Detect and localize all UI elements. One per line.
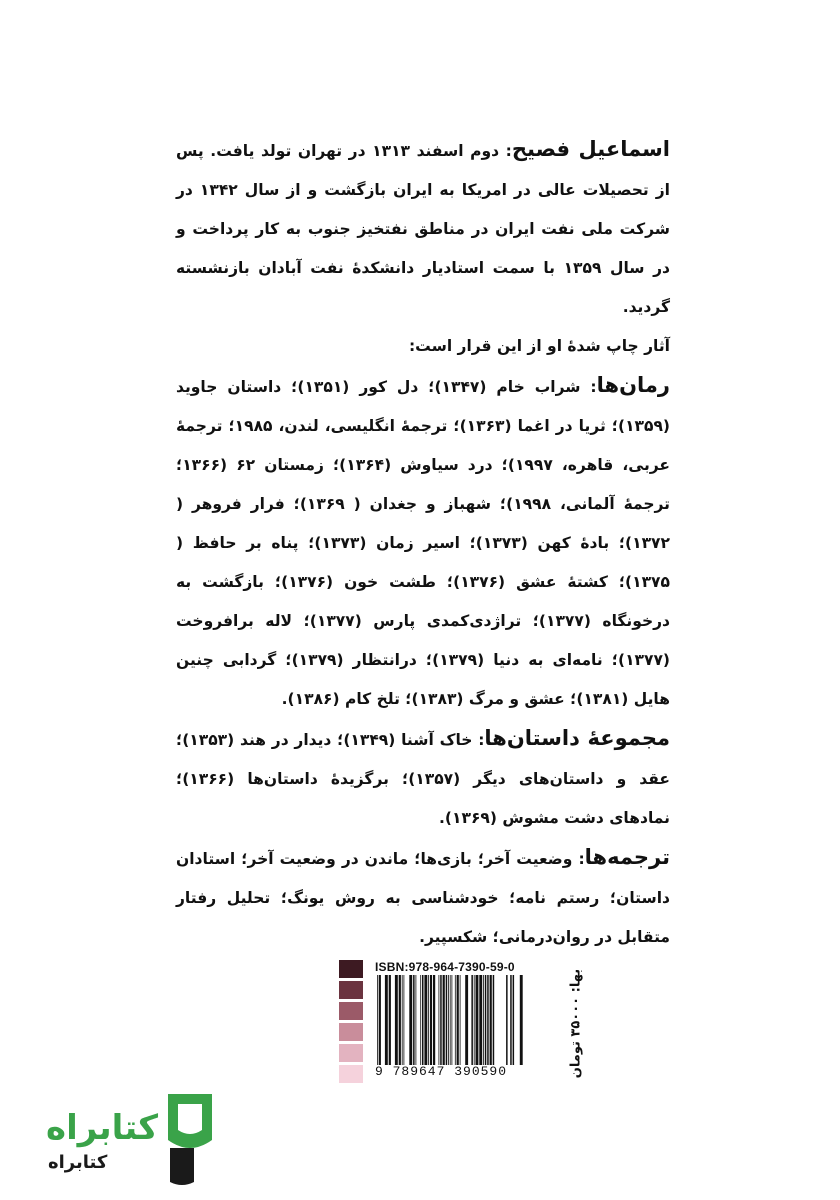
author-bio [176, 130, 670, 327]
novels-heading: رمان‌ها [596, 373, 670, 397]
barcode-bar [465, 975, 468, 1065]
logo-wordmark: کتابراه [46, 1108, 159, 1148]
barcode-bar [457, 975, 459, 1065]
barcode-bar [446, 975, 448, 1065]
barcode-bar [433, 975, 435, 1065]
color-swatch [339, 1044, 363, 1062]
barcode-bar [402, 975, 403, 1065]
isbn-label: ISBN:978-964-7390-59-0 [375, 960, 515, 974]
barcode-bar [439, 975, 440, 1065]
barcode-bar [487, 975, 489, 1065]
price-label: بها: ۳۵۰۰۰ تومان [568, 968, 584, 1079]
barcode-bar [379, 975, 381, 1065]
barcode-bar [443, 975, 445, 1065]
barcode-bar [471, 975, 473, 1065]
stories-heading: مجموعهٔ داستان‌ها [484, 726, 670, 750]
color-swatch [339, 981, 363, 999]
barcode-bar [479, 975, 482, 1065]
barcode-block [339, 960, 584, 1082]
barcode-bar [483, 975, 484, 1065]
barcode-bar [485, 975, 487, 1065]
novels-list: : شراب خام (۱۳۴۷)؛ دل کور (۱۳۵۱)؛ داستان جاوید (۱۳۵۹)؛ ثریا در اغما (۱۳۶۳)؛ ترجمهٔ انگلیسی، لندن، ۱۹۸۵؛ ترجمهٔ عربی، قاهره، ۱۹۹۷)؛ درد سیاوش (۱۳۶۴)؛ زمستان ۶۲ (۱۳۶۶؛ ترجمهٔ آلمانی، ۱۹۹۸)؛ شهباز و جغدان ( ۱۳۶۹)؛ فرار فروهر ( ۱۳۷۲)؛ بادهٔ کهن (۱۳۷۳)؛ اسیر زمان (۱۳۷۳)؛ پناه بر حافظ ( ۱۳۷۵)؛ کشتهٔ عشق (۱۳۷۶)؛ طشت خون (۱۳۷۶)؛ بازگشت به درخونگاه (۱۳۷۷)؛ تراژدی‌کمدی پارس (۱۳۷۷)؛ لاله برافروخت (۱۳۷۷)؛ نامه‌ای به دنیا (۱۳۷۹)؛ درانتظار (۱۳۷۹)؛ گردابی چنین هایل (۱۳۸۱)؛ عشق و مرگ (۱۳۸۳)؛ تلخ کام (۱۳۸۶). [176, 378, 671, 708]
novels-section [176, 366, 670, 719]
barcode-bar [422, 975, 424, 1065]
barcode-bar [452, 975, 453, 1065]
barcode-bar [430, 975, 432, 1065]
barcode-bar [385, 975, 388, 1065]
stories-list: : خاک آشنا (۱۳۴۹)؛ دیدار در هند (۱۳۵۳)؛ عقد و داستان‌های دیگر (۱۳۵۷)؛ برگزیدهٔ داستان‌ها (۱۳۶۶)؛ نمادهای دشت مشوش (۱۳۶۹). [176, 731, 670, 827]
barcode-bar [424, 975, 427, 1065]
color-swatches [339, 960, 363, 1086]
translations-section [176, 838, 670, 957]
barcode-digits: 9 789647 390590 [375, 1064, 508, 1079]
barcode-bar [404, 975, 405, 1065]
barcode-bar [476, 975, 479, 1065]
barcode-bar [506, 975, 508, 1065]
barcode-bar [409, 975, 412, 1065]
color-swatch [339, 1065, 363, 1083]
barcode-bar [493, 975, 495, 1065]
barcode-bar [448, 975, 449, 1065]
back-cover-text [176, 128, 670, 957]
logo-wordmark-small: کتابراه [48, 1152, 108, 1173]
barcode-bar [440, 975, 442, 1065]
translations-heading: ترجمه‌ها [584, 845, 670, 869]
barcode-bar [490, 975, 492, 1065]
stories-section [176, 719, 670, 838]
barcode-bar [377, 975, 378, 1065]
barcode-bar [428, 975, 429, 1065]
barcode-bar [460, 975, 461, 1065]
barcode-bar [389, 975, 391, 1065]
author-bio-text: : دوم اسفند ۱۳۱۳ در تهران تولد یافت. پس از تحصیلات عالی در امریکا به ایران بازگشت و از سال ۱۳۴۲ در شرکت ملی نفت ایران در مناطق نفتخیز جنوب به کار پرداخت و در سال ۱۳۵۹ با سمت استادیار دانشکدهٔ نفت آبادان بازنشسته گردید. [176, 142, 670, 316]
barcode-bar [520, 975, 523, 1065]
barcode-bar [510, 975, 512, 1065]
color-swatch [339, 1023, 363, 1041]
barcode-bar [450, 975, 451, 1065]
translations-list: : وضعیت آخر؛ بازی‌ها؛ ماندن در وضعیت آخر؛ استادان داستان؛ رستم نامه؛ خودشناسی به روش یونگ؛ تحلیل رفتار متقابل در روان‌درمانی؛ شکسپیر. [176, 850, 670, 946]
barcode-bar [513, 975, 515, 1065]
barcode-bar [474, 975, 475, 1065]
barcode-bar [399, 975, 401, 1065]
barcode-bar [416, 975, 417, 1065]
ketabrah-logo [40, 1090, 220, 1190]
author-name: اسماعیل فصیح [511, 137, 671, 161]
barcode-bar [413, 975, 415, 1065]
works-intro: آثار چاپ شدهٔ او از این قرار است: [408, 337, 670, 355]
book-logo-icon [160, 1090, 220, 1186]
barcode-bar [420, 975, 421, 1065]
barcode-icon [375, 975, 523, 1065]
color-swatch [339, 1002, 363, 1020]
color-swatch [339, 960, 363, 978]
barcode-bar [455, 975, 456, 1065]
barcode-bar [395, 975, 398, 1065]
